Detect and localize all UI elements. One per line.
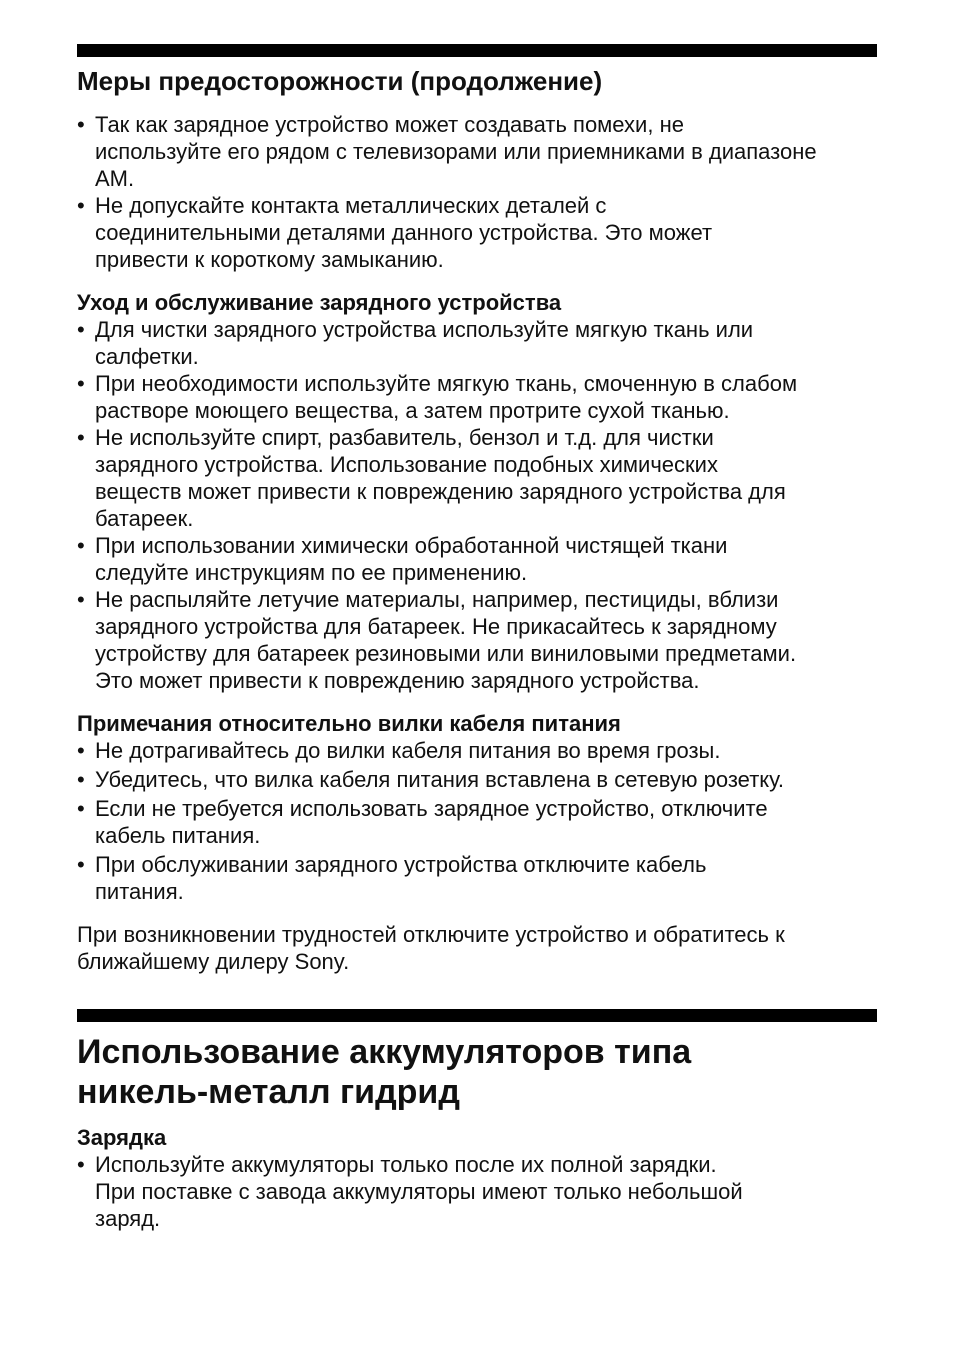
- page: [77, 44, 877, 1232]
- bullet-icon: •: [77, 852, 85, 877]
- list-item: • Не допускайте контакта металлических деталей с соединительными деталями данного устройства. Это может привести к короткому замыканию.: [77, 193, 713, 272]
- list-item: • Используйте аккумуляторы только после их полной зарядки. При поставке с завода аккумуляторы имеют только небольшой заряд.: [77, 1152, 743, 1231]
- care-heading: Уход и обслуживание зарядного устройства: [77, 290, 562, 315]
- section-title-precautions: Меры предосторожности (продолжение): [77, 66, 603, 96]
- list-item: • При необходимости используйте мягкую ткань, смоченную в слабом растворе моющего вещества, а затем протрите сухой тканью.: [77, 371, 798, 423]
- list-item: • Если не требуется использовать зарядное устройство, отключите кабель питания.: [77, 796, 768, 848]
- list-item: • Не распыляйте летучие материалы, например, пестициды, вблизи зарядного устройства для батареек. Не прикасайтесь к зарядному устройству для батареек резиновыми или виниловыми предметами. Это может привести к повреждению зарядного устройства.: [77, 587, 797, 693]
- bullet-icon: •: [77, 1152, 85, 1177]
- list-item: • При обслуживании зарядного устройства отключите кабель питания.: [77, 852, 707, 904]
- bullet-icon: •: [77, 193, 85, 218]
- bullet-icon: •: [77, 796, 85, 821]
- section-title-nimh: Использование аккумуляторов типа никель-металл гидрид: [77, 1033, 692, 1111]
- bullet-icon: •: [77, 425, 85, 450]
- charging-heading: Зарядка: [77, 1125, 167, 1150]
- list-item: • Не используйте спирт, разбавитель, бензол и т.д. для чистки зарядного устройства. Использование подобных химических веществ может привести к повреждению зарядного устройства для батареек.: [77, 425, 786, 531]
- bullet-icon: •: [77, 587, 85, 612]
- bullet-icon: •: [77, 112, 85, 137]
- section-rule-nimh: [77, 1009, 877, 1022]
- list-item: • Убедитесь, что вилка кабеля питания вставлена в сетевую розетку.: [77, 767, 785, 792]
- bullet-icon: •: [77, 767, 85, 792]
- section-rule-top: [77, 44, 877, 57]
- list-item: • При использовании химически обработанной чистящей ткани следуйте инструкциям по ее применению.: [77, 533, 728, 585]
- bullet-icon: •: [77, 533, 85, 558]
- list-item: • Так как зарядное устройство может создавать помехи, не используйте его рядом с телевизорами или приемниками в диапазоне AM.: [77, 112, 817, 191]
- precautions-list: [77, 111, 877, 273]
- bullet-icon: •: [77, 317, 85, 342]
- list-item: • Не дотрагивайтесь до вилки кабеля питания во время грозы.: [77, 738, 721, 763]
- charging-list: [77, 1151, 877, 1232]
- closing-paragraph: При возникновении трудностей отключите устройство и обратитесь к ближайшему дилеру Sony.: [77, 922, 785, 974]
- bullet-icon: •: [77, 738, 85, 763]
- plug-heading: Примечания относительно вилки кабеля питания: [77, 711, 621, 736]
- list-item: • Для чистки зарядного устройства используйте мягкую ткань или салфетки.: [77, 317, 754, 369]
- plug-list: [77, 737, 877, 905]
- bullet-icon: •: [77, 371, 85, 396]
- care-list: [77, 316, 877, 694]
